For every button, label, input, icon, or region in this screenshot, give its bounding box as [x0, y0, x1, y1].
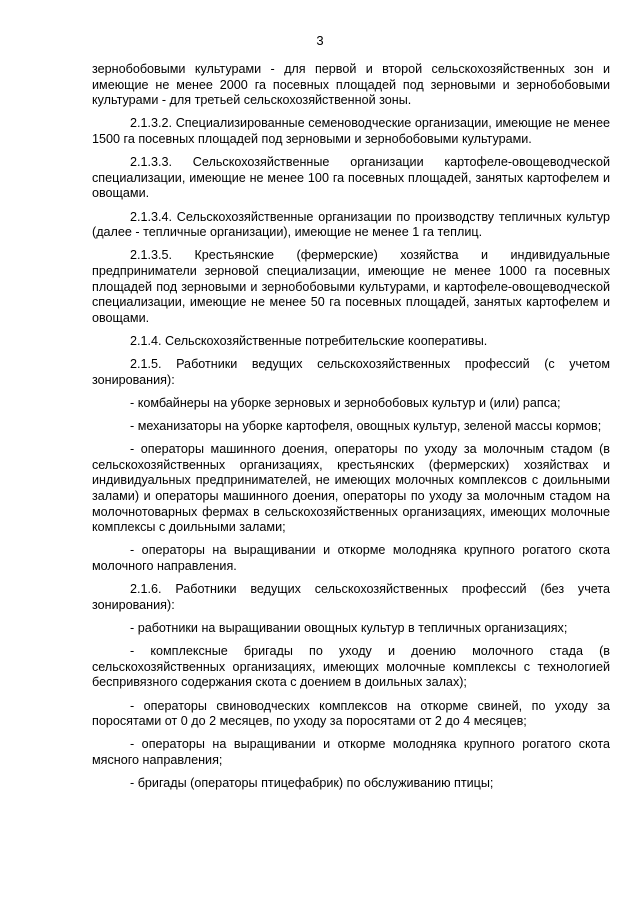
paragraph-2-1-3-4: 2.1.3.4. Сельскохозяйственные организации по производству тепличных культур (далее - тепличные организации), имеющие не менее 1 га теплиц. [92, 209, 610, 240]
paragraph-2-1-3-3: 2.1.3.3. Сельскохозяйственные организации картофеле-овощеводческой специализации, имеющие не менее 100 га посевных площадей, занятых картофелем и овощами. [92, 155, 610, 201]
paragraph-2-1-3-2: 2.1.3.2. Специализированные семеноводческие организации, имеющие не менее 1500 га посевных площадей под зерновыми и зернобобовыми культурами. [92, 116, 610, 146]
list-item-greenhouse-workers: - работники на выращивании овощных культур в тепличных организациях; [130, 620, 568, 635]
list-item-dairy-cattle-rearing: - операторы на выращивании и откорме молодняка крупного рогатого скота молочного направления. [92, 543, 610, 573]
list-item-pig-complex-operators: - операторы свиноводческих комплексов на откорме свиней, по уходу за поросятами от 0 до 2 месяцев, по уходу за поросятами от 2 до 4 месяцев; [92, 698, 610, 729]
paragraph-2-1-6: 2.1.6. Работники ведущих сельскохозяйственных профессий (без учета зонирования): [92, 582, 610, 612]
paragraph-2-1-3-5: 2.1.3.5. Крестьянские (фермерские) хозяйства и индивидуальные предприниматели зерновой специализации, имеющие не менее 1000 га посевных площадей под зерновыми и зернобобовыми культурами, и картофеле-овощеводческой специализации, имеющие не менее 50 га посевных площадей, занятых картофелем и овощами. [92, 248, 610, 325]
document-body [92, 62, 610, 799]
page-number: 3 [316, 33, 324, 48]
paragraph-continuation: зернобобовыми культурами - для первой и второй сельскохозяйственных зон и имеющие не менее 2000 га посевных площадей под зерновыми и зернобобовыми культурами - для третьей сельскохозяйственной зоны. [92, 62, 610, 108]
list-item-milking-brigades: - комплексные бригады по уходу и доению молочного стада (в сельскохозяйственных организациях, имеющих молочные комплексы с технологией беспривязного содержания скота с доением в доильных залах); [92, 644, 610, 690]
list-item-milking-operators: - операторы машинного доения, операторы по уходу за молочным стадом (в сельскохозяйственных организациях, крестьянских (фермерских) хозяйствах и индивидуальных предпринимателей, не имеющих молочных комплексов с доильными залами) и операторы машинного доения, операторы по уходу за молочным стадом на молочнотоварных фермах в сельскохозяйственных организациях, имеющих молочные комплексы с доильными залами; [92, 442, 610, 535]
list-item-beef-cattle-rearing: - операторы на выращивании и откорме молодняка крупного рогатого скота мясного направления; [92, 737, 610, 767]
list-item-combine-operators: - комбайнеры на уборке зерновых и зернобобовых культур и (или) рапса; [130, 395, 561, 410]
list-item-poultry-brigades: - бригады (операторы птицефабрик) по обслуживанию птицы; [130, 776, 494, 791]
paragraph-2-1-4: 2.1.4. Сельскохозяйственные потребительские кооперативы. [130, 333, 488, 348]
list-item-machine-operators: - механизаторы на уборке картофеля, овощных культур, зеленой массы кормов; [130, 419, 602, 434]
paragraph-2-1-5: 2.1.5. Работники ведущих сельскохозяйственных профессий (с учетом зонирования): [92, 357, 610, 387]
